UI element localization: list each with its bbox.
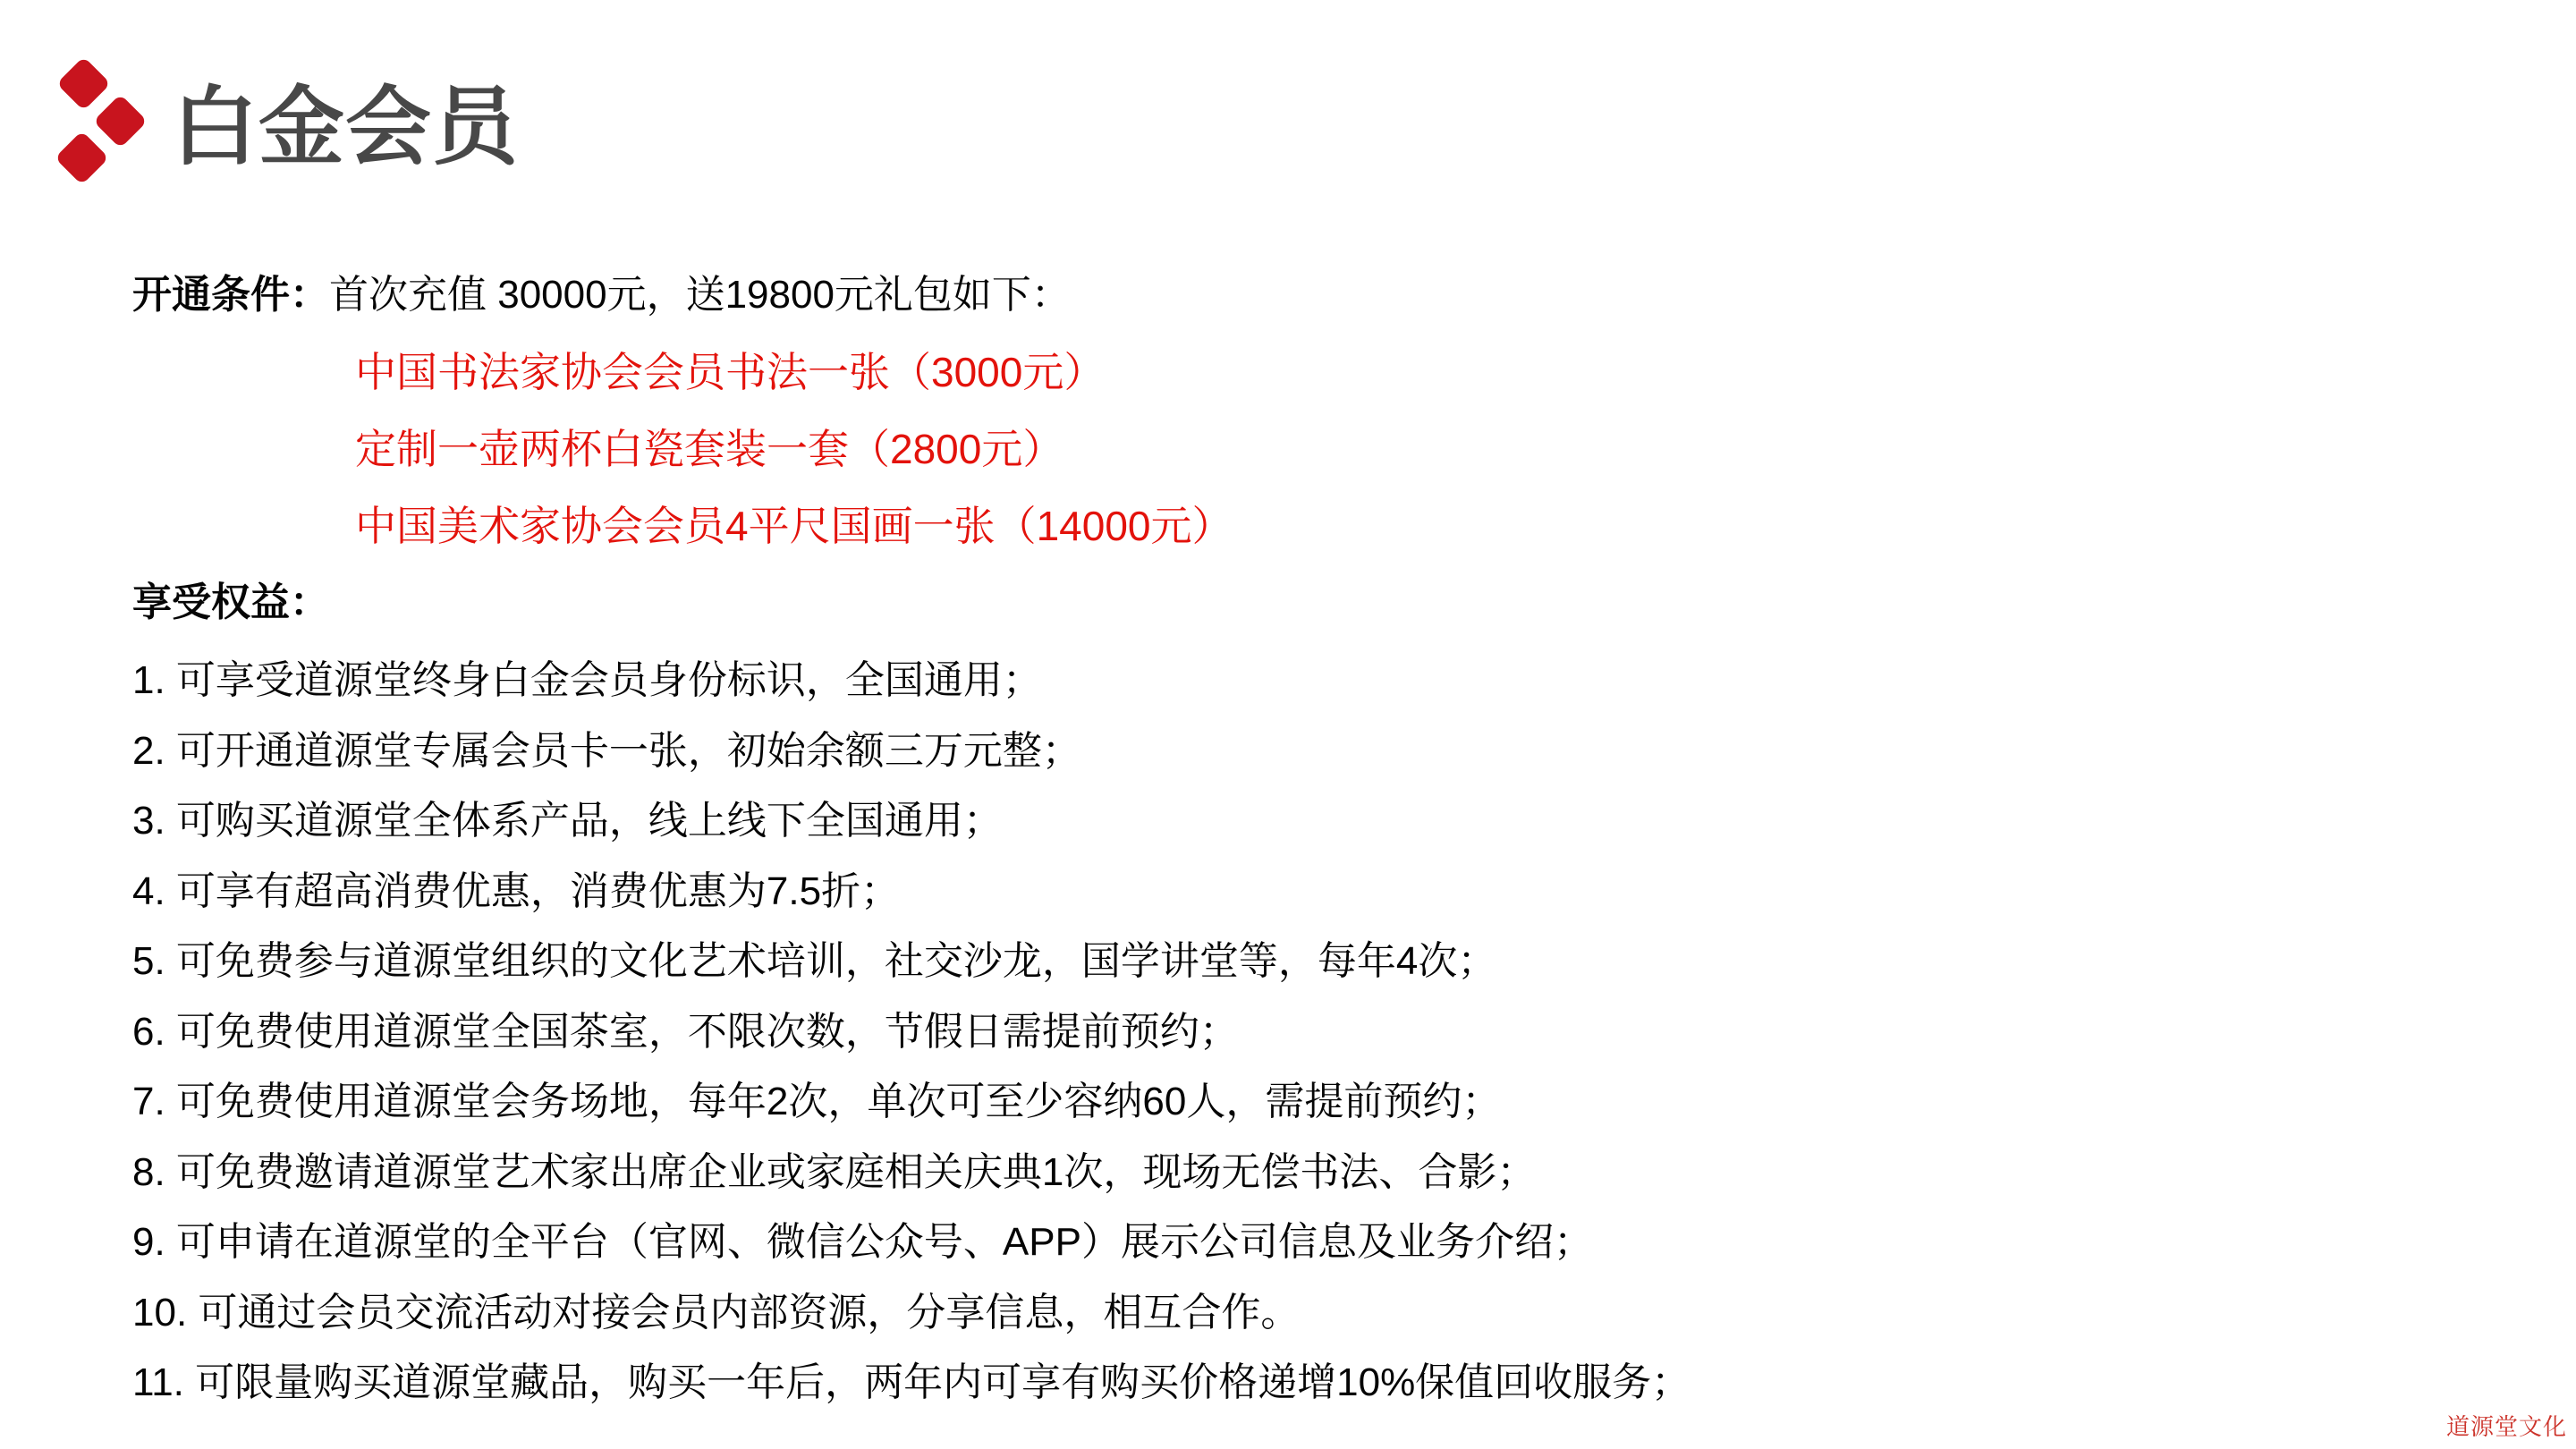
benefit-item: 2. 可开通道源堂专属会员卡一张，初始余额三万元整； (132, 728, 1081, 773)
benefit-item: 3. 可购买道源堂全体系产品，线上线下全国通用； (132, 799, 1003, 843)
condition-label: 开通条件： (132, 273, 329, 317)
benefit-item: 5. 可免费参与道源堂组织的文化艺术培训，社交沙龙，国学讲堂等，每年4次； (132, 939, 1497, 983)
condition-line (132, 257, 1233, 334)
condition-section (132, 257, 1233, 641)
benefits-list (132, 646, 1690, 1419)
gift-item: 中国书法家协会会员书法一张（3000元） (355, 349, 1106, 395)
benefit-item: 8. 可免费邀请道源堂艺术家出席企业或家庭相关庆典1次，现场无偿书法、合影； (132, 1149, 1537, 1194)
benefit-item: 10. 可通过会员交流活动对接会员内部资源，分享信息，相互合作。 (132, 1290, 1301, 1335)
benefit-item: 11. 可限量购买道源堂藏品，购买一年后，两年内可享有购买价格递增10%保值回收服务； (132, 1360, 1691, 1404)
footer-watermark: 道源堂文化 (2445, 1414, 2567, 1441)
benefit-item: 7. 可免费使用道源堂会务场地，每年2次，单次可至少容纳60人，需提前预约； (132, 1080, 1502, 1123)
logo-diamond-icon (56, 56, 111, 111)
gift-item: 中国美术家协会会员4平尺国画一张（14000元） (355, 503, 1233, 549)
gift-item: 定制一壶两杯白瓷套装一套（2800元） (355, 426, 1064, 472)
logo-diamond-icon (55, 131, 109, 185)
benefit-item: 1. 可享受道源堂终身白金会员身份标识，全国通用； (132, 658, 1042, 702)
benefit-item: 4. 可享有超高消费优惠，消费优惠为7.5折； (132, 869, 901, 913)
condition-text: 首次充值 30000元，送19800元礼包如下： (329, 273, 1071, 317)
page-title: 白金会员 (172, 80, 519, 175)
benefits-label: 享受权益： (132, 580, 329, 624)
benefit-item: 9. 可申请在道源堂的全平台（官网、微信公众号、APP）展示公司信息及业务介绍； (132, 1220, 1593, 1264)
logo-diamond-icon (93, 94, 148, 148)
benefit-item: 6. 可免费使用道源堂全国茶室，不限次数，节假日需提前预约； (132, 1009, 1239, 1054)
